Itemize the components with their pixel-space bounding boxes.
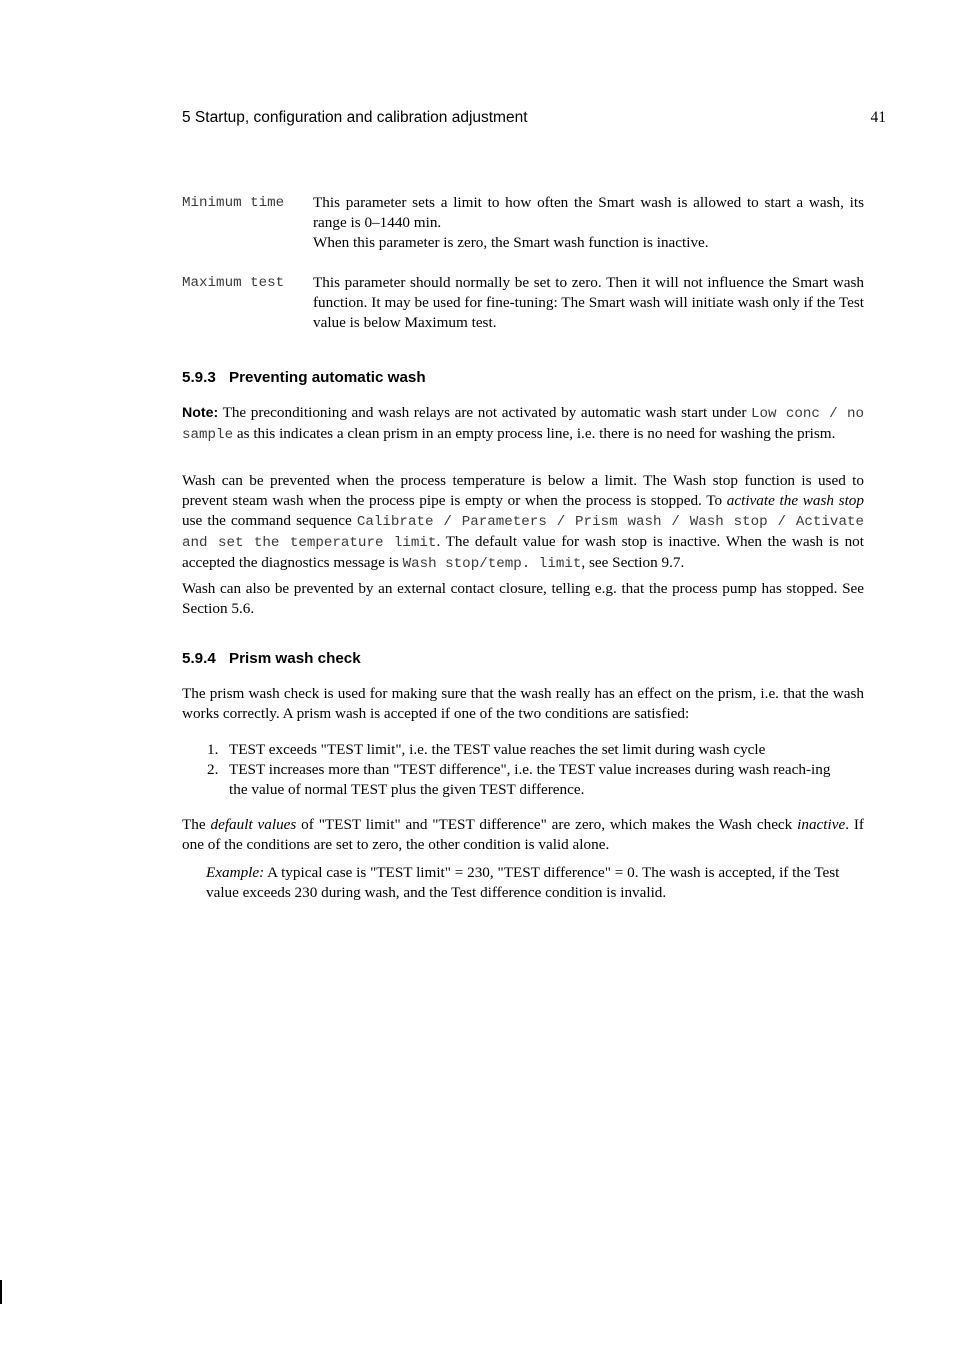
section-title: Prism wash check: [229, 650, 361, 667]
paragraph-text: The: [182, 816, 211, 833]
emphasis-text: activate the wash stop: [726, 492, 864, 509]
list-item: [182, 740, 842, 760]
list-marker: 1.: [207, 741, 219, 758]
section-heading-5-9-3: [182, 368, 426, 388]
list-item-text: TEST increases more than "TEST difference", i.e. the TEST value increases during wash reach-ing the value of normal TEST plus the given TEST difference.: [229, 761, 831, 798]
section-heading-5-9-4: [182, 649, 361, 669]
param-description-text: This parameter should normally be set to zero. Then it will not influence the Smart wash function. It may be used for fine-tuning: The Smart wash will initiate wash only if the Test value is below Maximum test.: [313, 274, 864, 331]
page-header: [182, 108, 886, 128]
note-label: Note:: [182, 405, 219, 421]
inline-code: Low conc / no sample: [182, 406, 864, 443]
example-text: A typical case is "TEST limit" = 230, "TEST difference" = 0. The wash is accepted, if the Test value exceeds 230 during wash, and the Test difference condition is invalid.: [206, 864, 840, 901]
param-description: [313, 193, 864, 253]
note-paragraph: [182, 403, 864, 445]
param-description-text: This parameter sets a limit to how often the Smart wash is allowed to start a wash, its range is 0–1440 min.: [313, 194, 864, 231]
diagnostics-message: Wash stop/temp. limit: [402, 556, 582, 572]
wash-stop-paragraph: [182, 471, 864, 574]
running-header-title: 5 Startup, configuration and calibration adjustment: [182, 109, 528, 126]
page-number: 41: [870, 109, 886, 126]
paragraph-text: , see Section 9.7.: [581, 554, 685, 571]
default-values-paragraph: [182, 815, 864, 855]
param-entry-minimum-time: [182, 193, 864, 253]
paragraph-text: Wash can be prevented when the process temperature is below a limit. The Wash stop function is used to prevent steam wash when the process pipe is empty or when the process is stopped. To: [182, 472, 864, 509]
param-description: [313, 273, 864, 333]
param-term: Minimum time: [182, 195, 285, 211]
note-text: as this indicates a clean prism in an empty process line, i.e. there is no need for washing the prism.: [233, 425, 836, 442]
conditions-list: [182, 740, 842, 800]
example-paragraph: [206, 863, 846, 903]
paragraph-text: of "TEST limit" and "TEST difference" are zero, which makes the Wash check: [296, 816, 798, 833]
emphasis-text: default values: [210, 816, 297, 833]
paragraph-text: . If one of the conditions are set to zero, the other condition is valid alone.: [182, 816, 864, 853]
section-number: 5.9.3: [182, 369, 216, 386]
prism-wash-check-paragraph: The prism wash check is used for making sure that the wash really has an effect on the prism, i.e. that the wash works correctly. A prism wash is accepted if one of the two conditions are satisfied:: [182, 685, 864, 722]
list-marker: 2.: [207, 761, 219, 778]
external-contact-paragraph: Wash can also be prevented by an external contact closure, telling e.g. that the process pump has stopped. See Section 5.6.: [182, 580, 864, 617]
example-label: Example:: [206, 864, 265, 881]
list-item-text: TEST exceeds "TEST limit", i.e. the TEST value reaches the set limit during wash cycle: [229, 741, 766, 758]
list-item: [182, 760, 842, 800]
section-number: 5.9.4: [182, 650, 216, 667]
paragraph-text: . The default value for wash stop is inactive. When the wash is not accepted the diagnostics message is: [182, 533, 864, 571]
emphasis-text: inactive: [797, 816, 846, 833]
section-title: Preventing automatic wash: [229, 369, 426, 386]
param-term: Maximum test: [182, 275, 285, 291]
command-sequence: Calibrate / Parameters / Prism wash / Wash stop / Activate and set the temperature limit: [182, 514, 864, 551]
paragraph-text: use the command sequence: [182, 512, 357, 529]
note-text: The preconditioning and wash relays are not activated by automatic wash start under: [218, 404, 751, 421]
margin-bar: [0, 1280, 2, 1304]
param-description-text: When this parameter is zero, the Smart wash function is inactive.: [313, 234, 709, 251]
param-entry-maximum-test: [182, 273, 864, 333]
